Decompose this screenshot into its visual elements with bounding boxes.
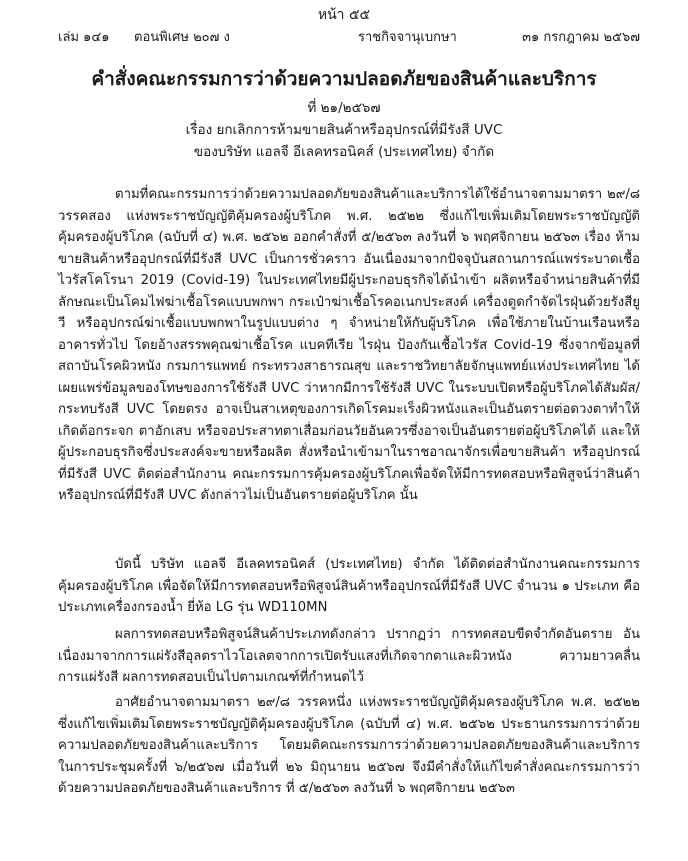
- body-paragraph-1: ตามที่คณะกรรมการว่าด้วยความปลอดภัยของสินค้าและบริการได้ใช้อำนาจตามมาตรา ๒๙/๘ วรรคสอง แห่งพระราชบัญญัติคุ้มครองผู้บริโภค พ.ศ. ๒๕๒๒ ซึ่งแก้ไขเพิ่มเติมโดยพระราชบัญญัติคุ้มครองผู้บริโภค (ฉบับที่ ๔) พ.ศ. ๒๕๖๒ ออกคำสั่งที่ ๕/๒๕๖๓ ลงวันที่ ๖ พฤศจิกายน ๒๕๖๓ เรื่อง ห้ามขายสินค้าหรืออุปกรณ์ที่มีรังสี UVC เป็นการชั่วคราว อันเนื่องมาจากปัจจุบันสถานการณ์แพร่ระบาดเชื้อไวรัสโคโรนา 2019 (Covid-19) ในประเทศไทยมีผู้ประกอบธุรกิจได้นำเข้า ผลิตหรือจำหน่ายสินค้าที่มีลักษณะเป็นโคมไฟฆ่าเชื้อโรคแบบพกพา กระเป๋าฆ่าเชื้อโรคอเนกประสงค์ เครื่องดูดกำจัดไรฝุ่นด้วยรังสียูวี หรืออุปกรณ์ฆ่าเชื้อแบบพกพาในรูปแบบต่าง ๆ จำหน่ายให้กับผู้บริโภค เพื่อใช้ภายในบ้านเรือนหรืออาคารทั่วไป โดยอ้างสรรพคุณฆ่าเชื้อโรค แบคทีเรีย ไรฝุ่น ป้องกันเชื้อไวรัส Covid-19 ซึ่งจากข้อมูลที่สถาบันโรคผิวหนัง กรมการแพทย์ กระทรวงสาธารณสุข และราชวิทยาลัยจักษุแพทย์แห่งประเทศไทย ได้เผยแพร่ข้อมูลของโทษของการใช้รังสี UVC ว่าหากมีการใช้รังสี UVC ในระบบเปิดหรือผู้บริโภคได้สัมผัส/กระทบรังสี UVC โดยตรง อาจเป็นสาเหตุของการเกิดโรคมะเร็งผิวหนังและเป็นอันตรายต่อดวงตาทำให้เกิดต้อกระจก ตาอักเสบ หรือจอประสาทตาเสื่อมก่อนวัยอันควรซึ่งอาจเป็นอันตรายต่อผู้บริโภคได้ และให้ผู้ประกอบธุรกิจซึ่งประสงค์จะขายหรือผลิต สั่งหรือนำเข้ามาในราชอาณาจักรเพื่อขายสินค้า หรืออุปกรณ์ที่มีรังสี UVC ติดต่อสำนักงาน คณะกรรมการคุ้มครองผู้บริโภคเพื่อจัดให้มีการทดสอบหรือพิสูจน์ว่าสินค้าหรืออุปกรณ์ที่มีรังสี UVC ดังกล่าวไม่เป็นอันตรายต่อผู้บริโภค นั้น: [58, 187, 640, 503]
- gazette-name: ราชกิจจานุเบกษา: [358, 30, 457, 45]
- order-subject-line-1: เรื่อง ยกเลิกการห้ามขายสินค้าหรืออุปกรณ์ที่มีรังสี UVC: [185, 122, 503, 138]
- gazette-volume: เล่ม ๑๔๑: [58, 30, 110, 45]
- body-paragraph-4: อาศัยอำนาจตามมาตรา ๒๙/๘ วรรคหนึ่ง แห่งพระราชบัญญัติคุ้มครองผู้บริโภค พ.ศ. ๒๕๒๒ ซึ่งแก้ไขเพิ่มเติมโดยพระราชบัญญัติคุ้มครองผู้บริโภค (ฉบับที่ ๔) พ.ศ. ๒๕๖๒ ประธานกรรมการว่าด้วยความปลอดภัยของสินค้าและบริการ โดยมติคณะกรรมการว่าด้วยความปลอดภัยของสินค้าและบริการ ในการประชุมครั้งที่ ๖/๒๕๖๗ เมื่อวันที่ ๒๖ มิถุนายน ๒๕๖๗ จึงมีคำสั่งให้แก้ไขคำสั่งคณะกรรมการว่าด้วยความปลอดภัยของสินค้าและบริการ ที่ ๕/๒๕๖๓ ลงวันที่ ๖ พฤศจิกายน ๒๕๖๓: [58, 695, 640, 796]
- page-number: หน้า ๕๕: [317, 7, 371, 23]
- order-subject-line-2: ของบริษัท แอลจี อีเลคทรอนิคส์ (ประเทศไทย) จำกัด: [193, 144, 495, 160]
- body-paragraph-3: ผลการทดสอบหรือพิสูจน์สินค้าประเภทดังกล่าว ปรากฏว่า การทดสอบขีดจำกัดอันตราย อันเนื่องมาจากการแผ่รังสีอุลตราไวโอเลตจากการเปิดรับแสงที่เกิดจากตาและผิวหนัง ความยาวคลื่นการแผ่รังสี ผลการทดสอบเป็นไปตามเกณฑ์ที่กำหนดไว้: [58, 627, 640, 685]
- body-paragraph-2: บัดนี้ บริษัท แอลจี อีเลคทรอนิคส์ (ประเทศไทย) จำกัด ได้ติดต่อสำนักงานคณะกรรมการคุ้มครองผู้บริโภค เพื่อจัดให้มีการทดสอบหรือพิสูจน์สินค้าหรืออุปกรณ์ที่มีรังสี UVC จำนวน ๑ ประเภท คือ ประเภทเครื่องกรองน้ำ ยี่ห้อ LG รุ่น WD110MN: [58, 557, 640, 615]
- gazette-header: [58, 28, 640, 48]
- order-number: ที่ ๒๑/๒๕๖๗: [307, 100, 381, 116]
- gazette-section: ตอนพิเศษ ๒๐๗ ง: [134, 30, 230, 45]
- order-title: คำสั่งคณะกรรมการว่าด้วยความปลอดภัยของสินค้าและบริการ: [91, 68, 597, 90]
- gazette-date: ๓๑ กรกฎาคม ๒๕๖๗: [522, 30, 640, 45]
